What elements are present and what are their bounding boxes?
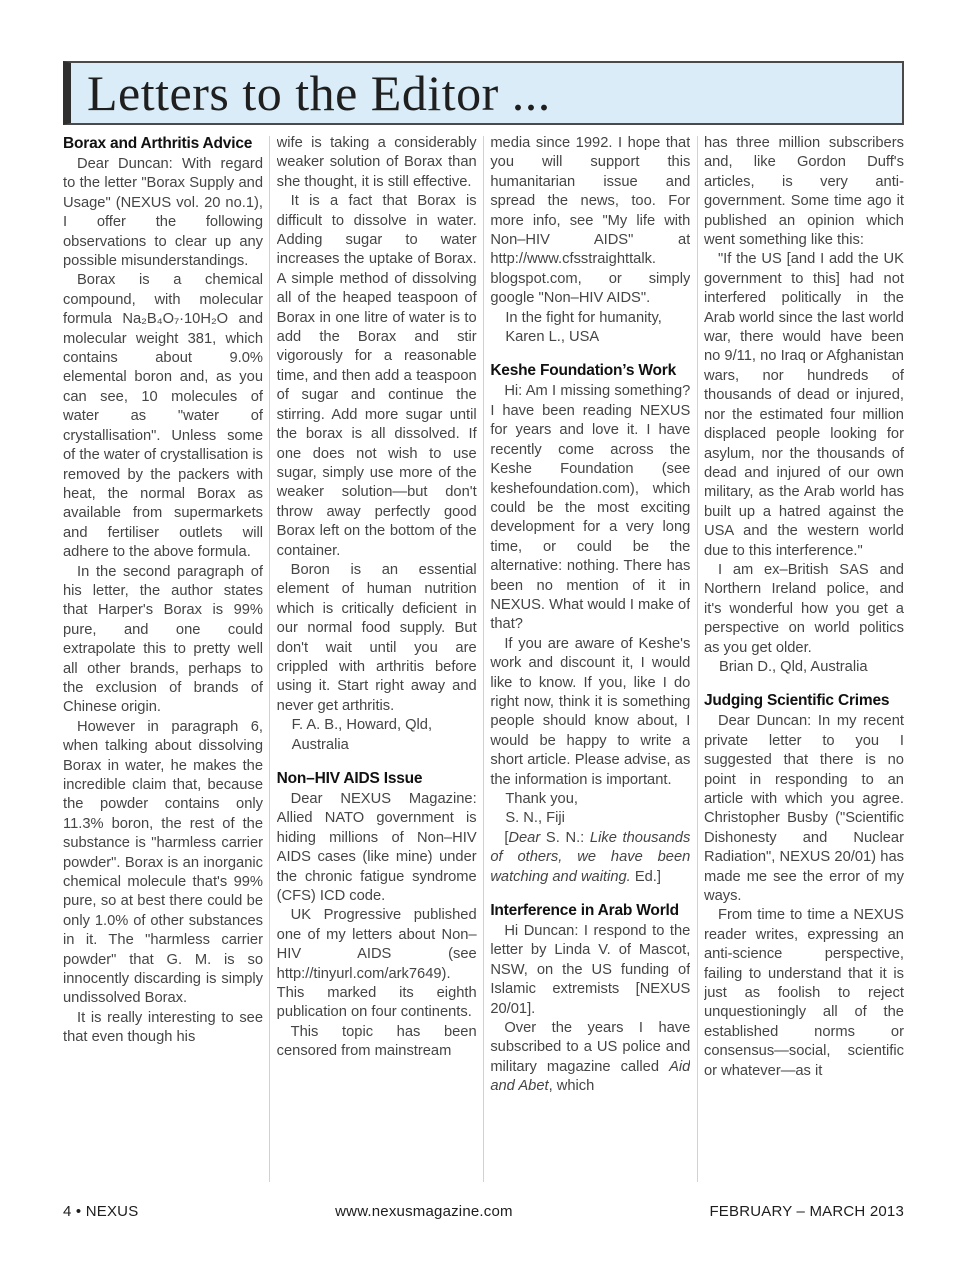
letter-text: UK Progressive published one of my letters about Non–HIV AIDS (see http://tinyurl.com/ark7649). This marked its eighth publication on four continents. (276, 907, 477, 1021)
letter-text: If you are aware of Keshe's work and discount it, I would like to know. If you, like I do right now, think it is something people should know about, I would be happy to write a short article. Please advise, as the information is important. (490, 635, 691, 788)
page-footer (63, 1203, 904, 1220)
footer-issue: FEBRUARY – MARCH 2013 (709, 1203, 904, 1220)
letter-text: "If the US [and I add the UK government to this] had not interfered politically in the Arab world since the last world war, there would have been no 9/11, no Iraq or Afghanistan wars, nor hundreds of thousands of dead or injured, nor the estimated four million displaced people looking for asylum, nor the thousands of dead and injured of our own military, as the Arab world has built up a hatred against the USA and the western world due to this interference." (703, 251, 904, 559)
letter-text: Borax is a chemical compound, with molecular formula Na₂B₄O₇·10H₂O and molecular weight 381, which contains about 9.0% elemental boron and, as you can see, 10 molecules of water as "water of crystallisation". Unless some of the water of crystallisation is removed by the packers with heat, the normal Borax as available from supermarkets and fertiliser outlets will adhere to the above formula. (63, 272, 263, 561)
letter-text: Brian D., Qld, Australia (718, 658, 868, 675)
letter-heading: Non–HIV AIDS Issue (276, 770, 423, 787)
letter-text: It is a fact that Borax is difficult to dissolve in water. Adding sugar to water increases the uptake of Borax. A simple method of dissolving all of the heaped teaspoon of Borax in one litre of water is to add the Borax and stir vigorously for a reasonable time, and then add a teaspoon of sugar and continue the stirring. Add more sugar until the borax is all dissolved. If one does not wish to use sugar, simply use more of the weaker solution—but don't throw away perfectly good Borax left on the bottom of the container. (276, 193, 477, 559)
letter-text: Hi: Am I missing something? I have been reading NEXUS for years and love it. I have recently come across the Keshe Foundation (see keshefoundation.com), which could be the most exciting development for a very long time, or could be the alternative: nothing. There has been no mention of it in NEXUS. What would I make of that? (490, 383, 691, 633)
letter-text: Karen L., USA (505, 329, 600, 346)
letter-text: From time to time a NEXUS reader writes, expressing an anti-science perspective, failing to understand that it is just as foolish to reject unquestioningly all of the established norms or consensus—social, scientific or whatever—as it (703, 907, 904, 1079)
letter-heading: Borax and Arthritis Advice (63, 135, 253, 152)
letter-text: In the second paragraph of his letter, the author states that Harper's Borax is 99% pure, and one could extrapolate this to pretty well all other brands, perhaps to the exclusion of brands of Chinese origin. (63, 563, 263, 716)
footer-page-number: 4 • NEXUS (63, 1203, 139, 1220)
letter-text: Thank you, (505, 791, 578, 807)
letter-text: I am ex–British SAS and Northern Ireland police, and it's wonderful how you get a perspective on world politics as you get older. (703, 561, 904, 656)
letter-text: In the fight for humanity, (505, 309, 662, 326)
letter-heading: Keshe Foundation’s Work (490, 362, 677, 380)
letter-text: This topic has been censored from mainstream (276, 1023, 477, 1060)
letter-text: Over the years I have subscribed to a US police and military magazine called Aid and Abet, which (490, 1020, 691, 1095)
letters-columns (63, 134, 904, 1186)
letter-text: has three million subscribers and, like Gordon Duff's articles, is very anti-government. Some time ago it published an opinion which went something like this: (703, 135, 904, 249)
column-divider (269, 136, 270, 1182)
page-header (63, 61, 904, 125)
letter-text: F. A. B., Howard, Qld, (291, 717, 433, 734)
column-divider (483, 136, 484, 1182)
text-column (490, 134, 690, 1186)
letter-text: Dear Duncan: With regard to the letter "Borax Supply and Usage" (NEXUS vol. 20 no.1), I offer the following observations to clear up any possible misunderstandings. (63, 156, 263, 270)
column-divider (697, 136, 698, 1182)
letter-text: Hi Duncan: I respond to the letter by Linda V. of Mascot, NSW, on the US funding of Islamic extremists [NEXUS 20/01]. (490, 923, 691, 1017)
page-title: Letters to the Editor ... (87, 65, 551, 121)
letter-text: Boron is an essential element of human nutrition which is critically deficient in our normal food supply. But don't wait until you are crippled with arthritis before using it. Start right away and never get arthritis. (276, 561, 477, 714)
letter-text: media since 1992. I hope that you will support this humanitarian issue and spread the news, too. For more info, see "My life with Non–HIV AIDS" at http://www.cfsstraighttalk. blogspot.com, or simply google "Non–HIV AIDS". (490, 135, 691, 307)
letter-heading: Interference in Arab World (490, 902, 679, 920)
letter-text: Australia (291, 736, 349, 753)
letter-text: wife is taking a considerably weaker solution of Borax than she thought, it is still effective. (276, 135, 477, 190)
text-column (704, 134, 904, 1186)
text-column (277, 134, 477, 1186)
letter-text: [Dear S. N.: Like thousands of others, we have been watching and waiting. Ed.] (490, 829, 691, 885)
letter-text: Dear NEXUS Magazine: Allied NATO government is hiding millions of Non–HIV AIDS cases (like mine) under the chronic fatigue syndrome (CFS) ICD code. (276, 791, 477, 905)
letter-text: It is really interesting to see that even though his (63, 1009, 263, 1046)
letter-heading: Judging Scientific Crimes (703, 692, 890, 710)
letter-text: However in paragraph 6, when talking about dissolving Borax in water, he makes the incredible claim that, because the powder contains only 11.3% boron, the rest of the substance is "harmless carrier powder". Borax is an inorganic chemical molecule that's 99% pure, so at best there could be only 1.0% of other substances in it. The "harmless carrier powder" that G. M. is so innocently discarding is simply undissolved Borax. (63, 718, 263, 1007)
text-column (63, 134, 263, 1186)
letter-text: S. N., Fiji (505, 810, 565, 827)
letter-text: Dear Duncan: In my recent private letter to you I suggested that there is no point in responding to an article with which you agree. Christopher Busby ("Scientific Dishonesty and Nuclear Radiation", NEXUS 20/01) has made me see the error of my ways. (703, 713, 904, 905)
footer-website: www.nexusmagazine.com (335, 1203, 513, 1220)
